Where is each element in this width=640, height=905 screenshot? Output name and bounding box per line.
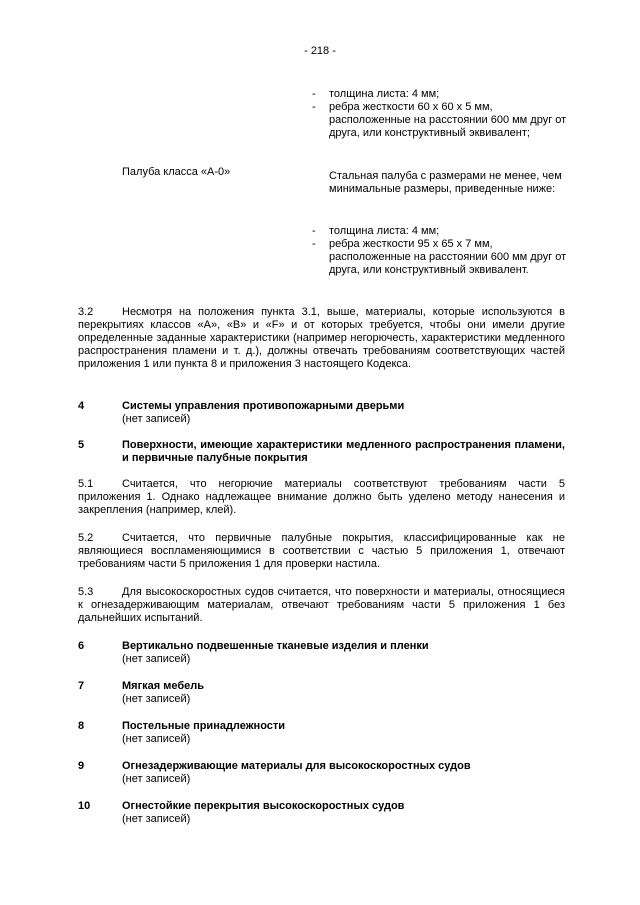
list-item — [312, 238, 574, 277]
list-item — [312, 101, 574, 140]
paragraph-text: Считается, что первичные палубные покрытия, классифицированные как не являющиеся воспламеняющимися в соответствии с частью 5 приложения 1, отвечают требованиям части 5 приложения 1 для проверки настила. — [78, 532, 565, 570]
list-dash: - — [312, 238, 316, 250]
deck-class-label: Палуба класса «А-0» — [122, 166, 231, 178]
list-item-text: ребра жесткости 95 x 65 x 7 мм, расположенные на расстоянии 600 мм друг от друга, или конструктивный эквивалент. — [329, 238, 567, 276]
deck-class-description: Стальная палуба с размерами не менее, чем минимальные размеры, приведенные ниже: — [329, 170, 562, 195]
list-dash: - — [312, 225, 316, 237]
section-title: Поверхности, имеющие характеристики медленного распространения пламени, и первичные палубные покрытия — [122, 439, 565, 464]
list-item-text: толщина листа: 4 мм; — [329, 225, 440, 237]
paragraph-number: 3.2 — [78, 306, 94, 318]
section-title: Огнезадерживающие материалы для высокоскоростных судов — [122, 760, 471, 772]
section-8 — [78, 720, 565, 746]
section-5 — [78, 439, 565, 465]
paragraph-5-1 — [78, 478, 565, 517]
section-title: Мягкая мебель — [122, 680, 205, 692]
section-number: 4 — [78, 400, 85, 412]
list-item-text: толщина листа: 4 мм; — [329, 88, 440, 100]
section-number: 7 — [78, 680, 85, 692]
paragraph-text: Считается, что негорючие материалы соответствуют требованиям части 5 приложения 1. Однако надлежащее внимание должно быть уделено методу нанесения и закрепления (например, клей). — [78, 478, 565, 516]
section-title: Огнестойкие перекрытия высокоскоростных судов — [122, 800, 405, 812]
list-item-text: ребра жесткости 60 x 60 x 5 мм, расположенные на расстоянии 600 мм друг от друга, или конструктивный эквивалент; — [329, 101, 567, 139]
page-number: - 218 - — [304, 45, 336, 57]
section-title: Системы управления противопожарными дверьми — [122, 400, 405, 412]
section-note: (нет записей) — [122, 413, 191, 425]
paragraph-text: Для высокоскоростных судов считается, что поверхности и материалы, относящиеся к огнезадерживающим материалам, отвечают требованиям части 5 приложения 1 без дальнейших испытаний. — [78, 586, 565, 624]
paragraph-3-2 — [78, 306, 565, 371]
section-6 — [78, 640, 565, 666]
section-note: (нет записей) — [122, 733, 191, 745]
section-number: 8 — [78, 720, 85, 732]
section-note: (нет записей) — [122, 813, 191, 825]
section-title: Постельные принадлежности — [122, 720, 286, 732]
list-item — [312, 88, 574, 101]
section-number: 6 — [78, 640, 85, 652]
paragraph-number: 5.3 — [78, 586, 94, 598]
section-title: Вертикально подвешенные тканевые изделия и пленки — [122, 640, 429, 652]
section-note: (нет записей) — [122, 693, 191, 705]
paragraph-5-3 — [78, 586, 565, 625]
paragraph-number: 5.2 — [78, 532, 94, 544]
section-number: 9 — [78, 760, 85, 772]
paragraph-5-2 — [78, 532, 565, 571]
section-9 — [78, 760, 565, 786]
paragraph-number: 5.1 — [78, 478, 94, 490]
section-note: (нет записей) — [122, 653, 191, 665]
section-number: 5 — [78, 439, 85, 451]
section-4 — [78, 400, 565, 426]
list-dash: - — [312, 101, 316, 113]
section-10 — [78, 800, 565, 826]
paragraph-text: Несмотря на положения пункта 3.1, выше, материалы, которые используются в перекрытиях классов «A», «B» и «F» и от которых требуется, чтобы они имели другие определенные заданные характеристики (например негорючесть, характеристики медленного распространения пламени и т. д.), должны отвечать требованиям соответствующих частей приложения 1 или пункта 8 и приложения 3 настоящего Кодекса. — [78, 306, 565, 370]
list-item — [312, 225, 574, 238]
section-note: (нет записей) — [122, 773, 191, 785]
section-number: 10 — [78, 800, 91, 812]
list-dash: - — [312, 88, 316, 100]
section-7 — [78, 680, 565, 706]
